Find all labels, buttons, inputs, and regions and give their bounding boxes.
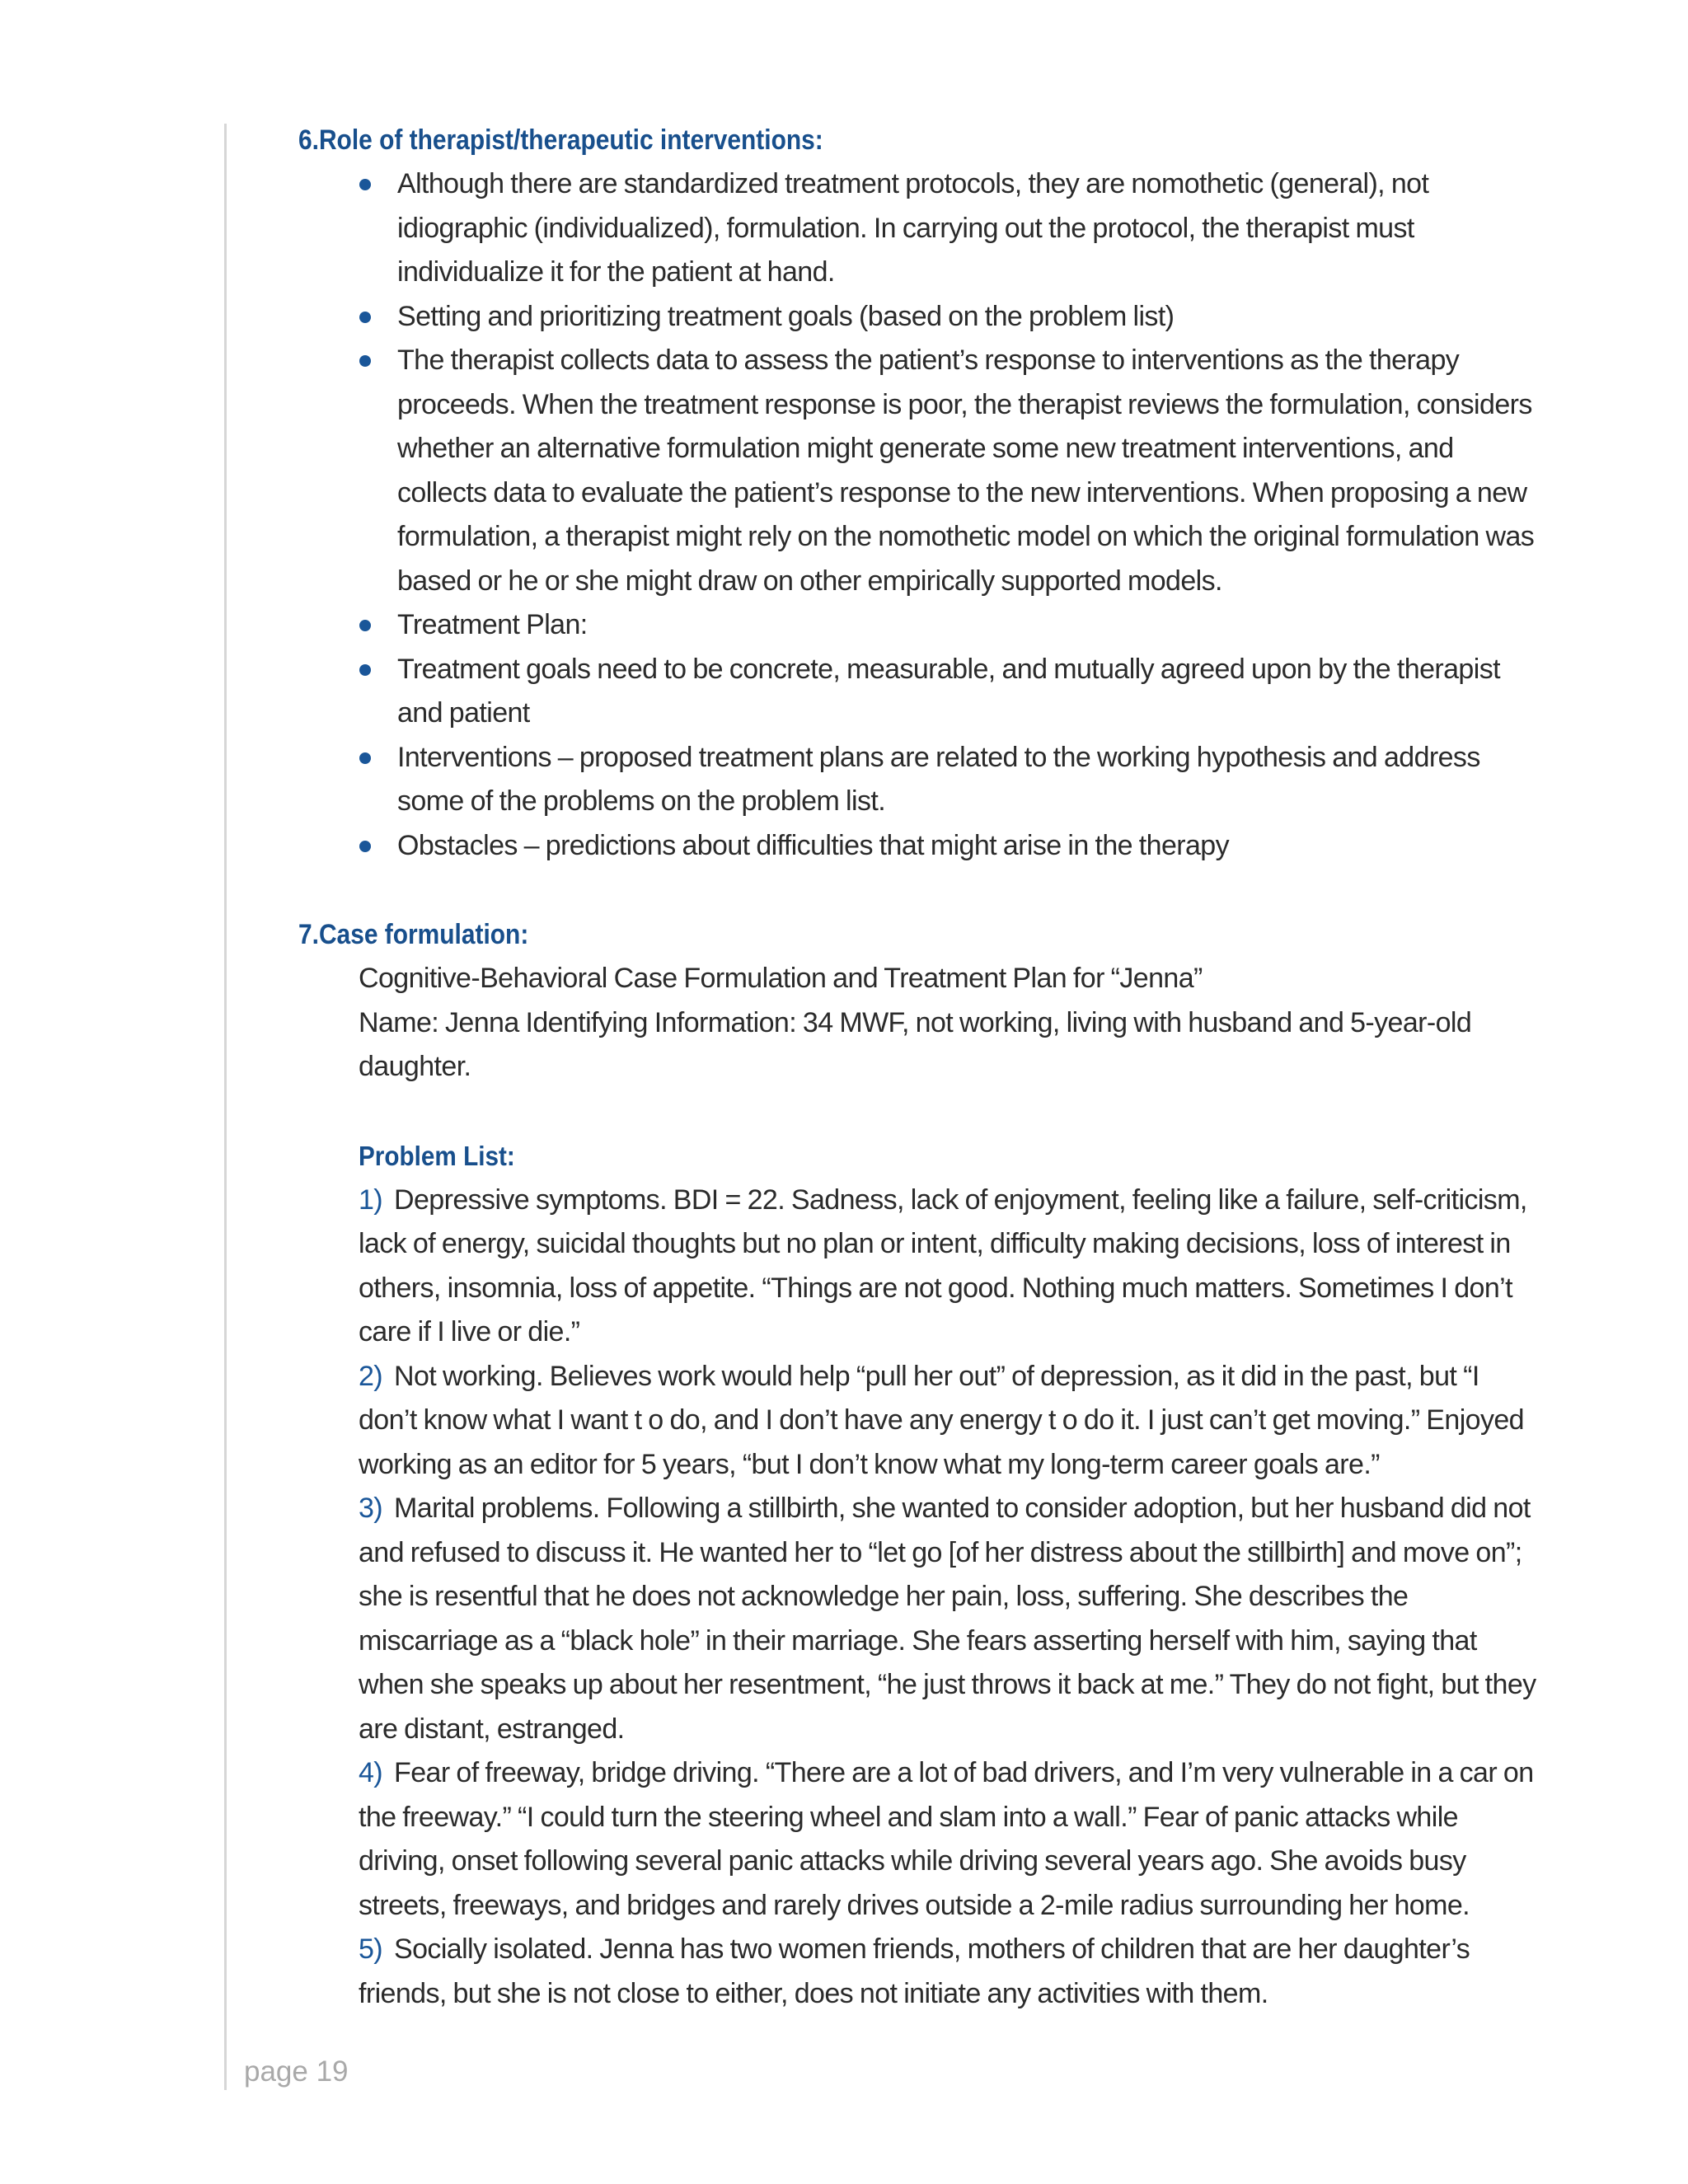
problem-text: Socially isolated. Jenna has two women friends, mothers of children that are her daughter’s friends, but she is not close to either, does not initiate any activities with them. [359,1933,1470,2009]
section-6-heading: 6.Role of therapist/therapeutic interventions: [298,124,823,156]
bullet-icon [359,752,371,764]
page-number: page 19 [244,2055,349,2088]
bullet-text: Interventions – proposed treatment plans are related to the working hypothesis and address some of the problems on the problem list. [397,741,1480,817]
problem-number: 1) [359,1183,383,1216]
bullet-icon [359,312,371,323]
problem-item [359,1751,1543,1928]
bullet-text: Although there are standardized treatment protocols, they are nomothetic (general), not idiographic (individualized), formulation. In carrying out the protocol, the therapist must individualize it for the patient at hand. [397,168,1429,288]
case-title-line: Cognitive-Behavioral Case Formulation and Treatment Plan for “Jenna” [359,963,1203,994]
bullet-item [397,648,1543,736]
page-margin-rule [224,124,227,2090]
problem-item [359,1179,1543,1355]
bullet-icon [359,355,371,367]
problem-number: 3) [359,1493,383,1524]
bullet-text: Treatment goals need to be concrete, measurable, and mutually agreed upon by the therapist and patient [397,653,1500,729]
problem-number: 2) [359,1360,383,1392]
case-formulation-block [298,957,1543,2016]
bullet-icon [359,620,371,631]
problem-item [359,1355,1543,1488]
section-6-bullet-list [298,162,1543,868]
bullet-item [397,339,1543,603]
problem-text: Depressive symptoms. BDI = 22. Sadness, lack of enjoyment, feeling like a failure, self-criticism, lack of energy, suicidal thoughts but no plan or intent, difficulty making decisions, loss of interest in others, insomnia, loss of appetite. “Things are not good. Nothing much matters. Sometimes I don’t care if I live or die.” [359,1183,1527,1347]
bullet-text: Setting and prioritizing treatment goals (based on the problem list) [397,300,1175,332]
identifying-info-line: Name: Jenna Identifying Information: 34 MWF, not working, living with husband and 5-year-old daughter. [359,1006,1472,1082]
problem-item [359,1928,1543,2016]
section-7-heading: 7.Case formulation: [298,919,529,950]
bullet-icon [359,179,371,190]
section-spacer [298,868,1543,912]
problem-number: 5) [359,1933,383,1965]
page-content [298,118,1543,2016]
bullet-text: The therapist collects data to assess the patient’s response to interventions as the therapy proceeds. When the treatment response is poor, the therapist reviews the formulation, considers whether an alternative formulation might generate some new treatment interventions, and collects data to evaluate the patient’s response to the new interventions. When proposing a new formulation, a therapist might rely on the nomothetic model on which the original formulation was based or he or she might draw on other empirically supported models. [397,344,1535,597]
problem-text: Not working. Believes work would help “pull her out” of depression, as it did in the past, but “I don’t know what I want t o do, and I don’t have any energy t o do it. I just can’t get moving.” Enjoyed working as an editor for 5 years, “but I don’t know what my long-term career goals are.” [359,1360,1524,1480]
bullet-item [397,162,1543,295]
bullet-item [397,295,1543,340]
bullet-item [397,824,1543,869]
bullet-text: Obstacles – predictions about difficulties that might arise in the therapy [397,829,1229,861]
bullet-item [397,736,1543,824]
problem-number: 4) [359,1757,383,1788]
bullet-item [397,603,1543,648]
problem-item [359,1487,1543,1751]
bullet-icon [359,841,371,852]
section-spacer [359,1090,1543,1134]
problem-list-heading: Problem List: [359,1140,515,1171]
problem-text: Marital problems. Following a stillbirth, she wanted to consider adoption, but her husband did not and refused to discuss it. He wanted her to “let go [of her distress about the stillbirth] and move on”; she is resentful that he does not acknowledge her pain, loss, suffering. She describes the miscarriage as a “black hole” in their marriage. She fears asserting herself with him, saying that when she speaks up about her resentment, “he just throws it back at me.” They do not fight, but they are distant, estranged. [359,1493,1536,1745]
problem-text: Fear of freeway, bridge driving. “There are a lot of bad drivers, and I’m very vulnerable in a car on the freeway.” “I could turn the steering wheel and slam into a wall.” Fear of panic attacks while driving, onset following several panic attacks while driving several years ago. She avoids busy streets, freeways, and bridges and rarely drives outside a 2-mile radius surrounding her home. [359,1757,1534,1921]
bullet-icon [359,664,371,676]
bullet-text: Treatment Plan: [397,609,588,640]
